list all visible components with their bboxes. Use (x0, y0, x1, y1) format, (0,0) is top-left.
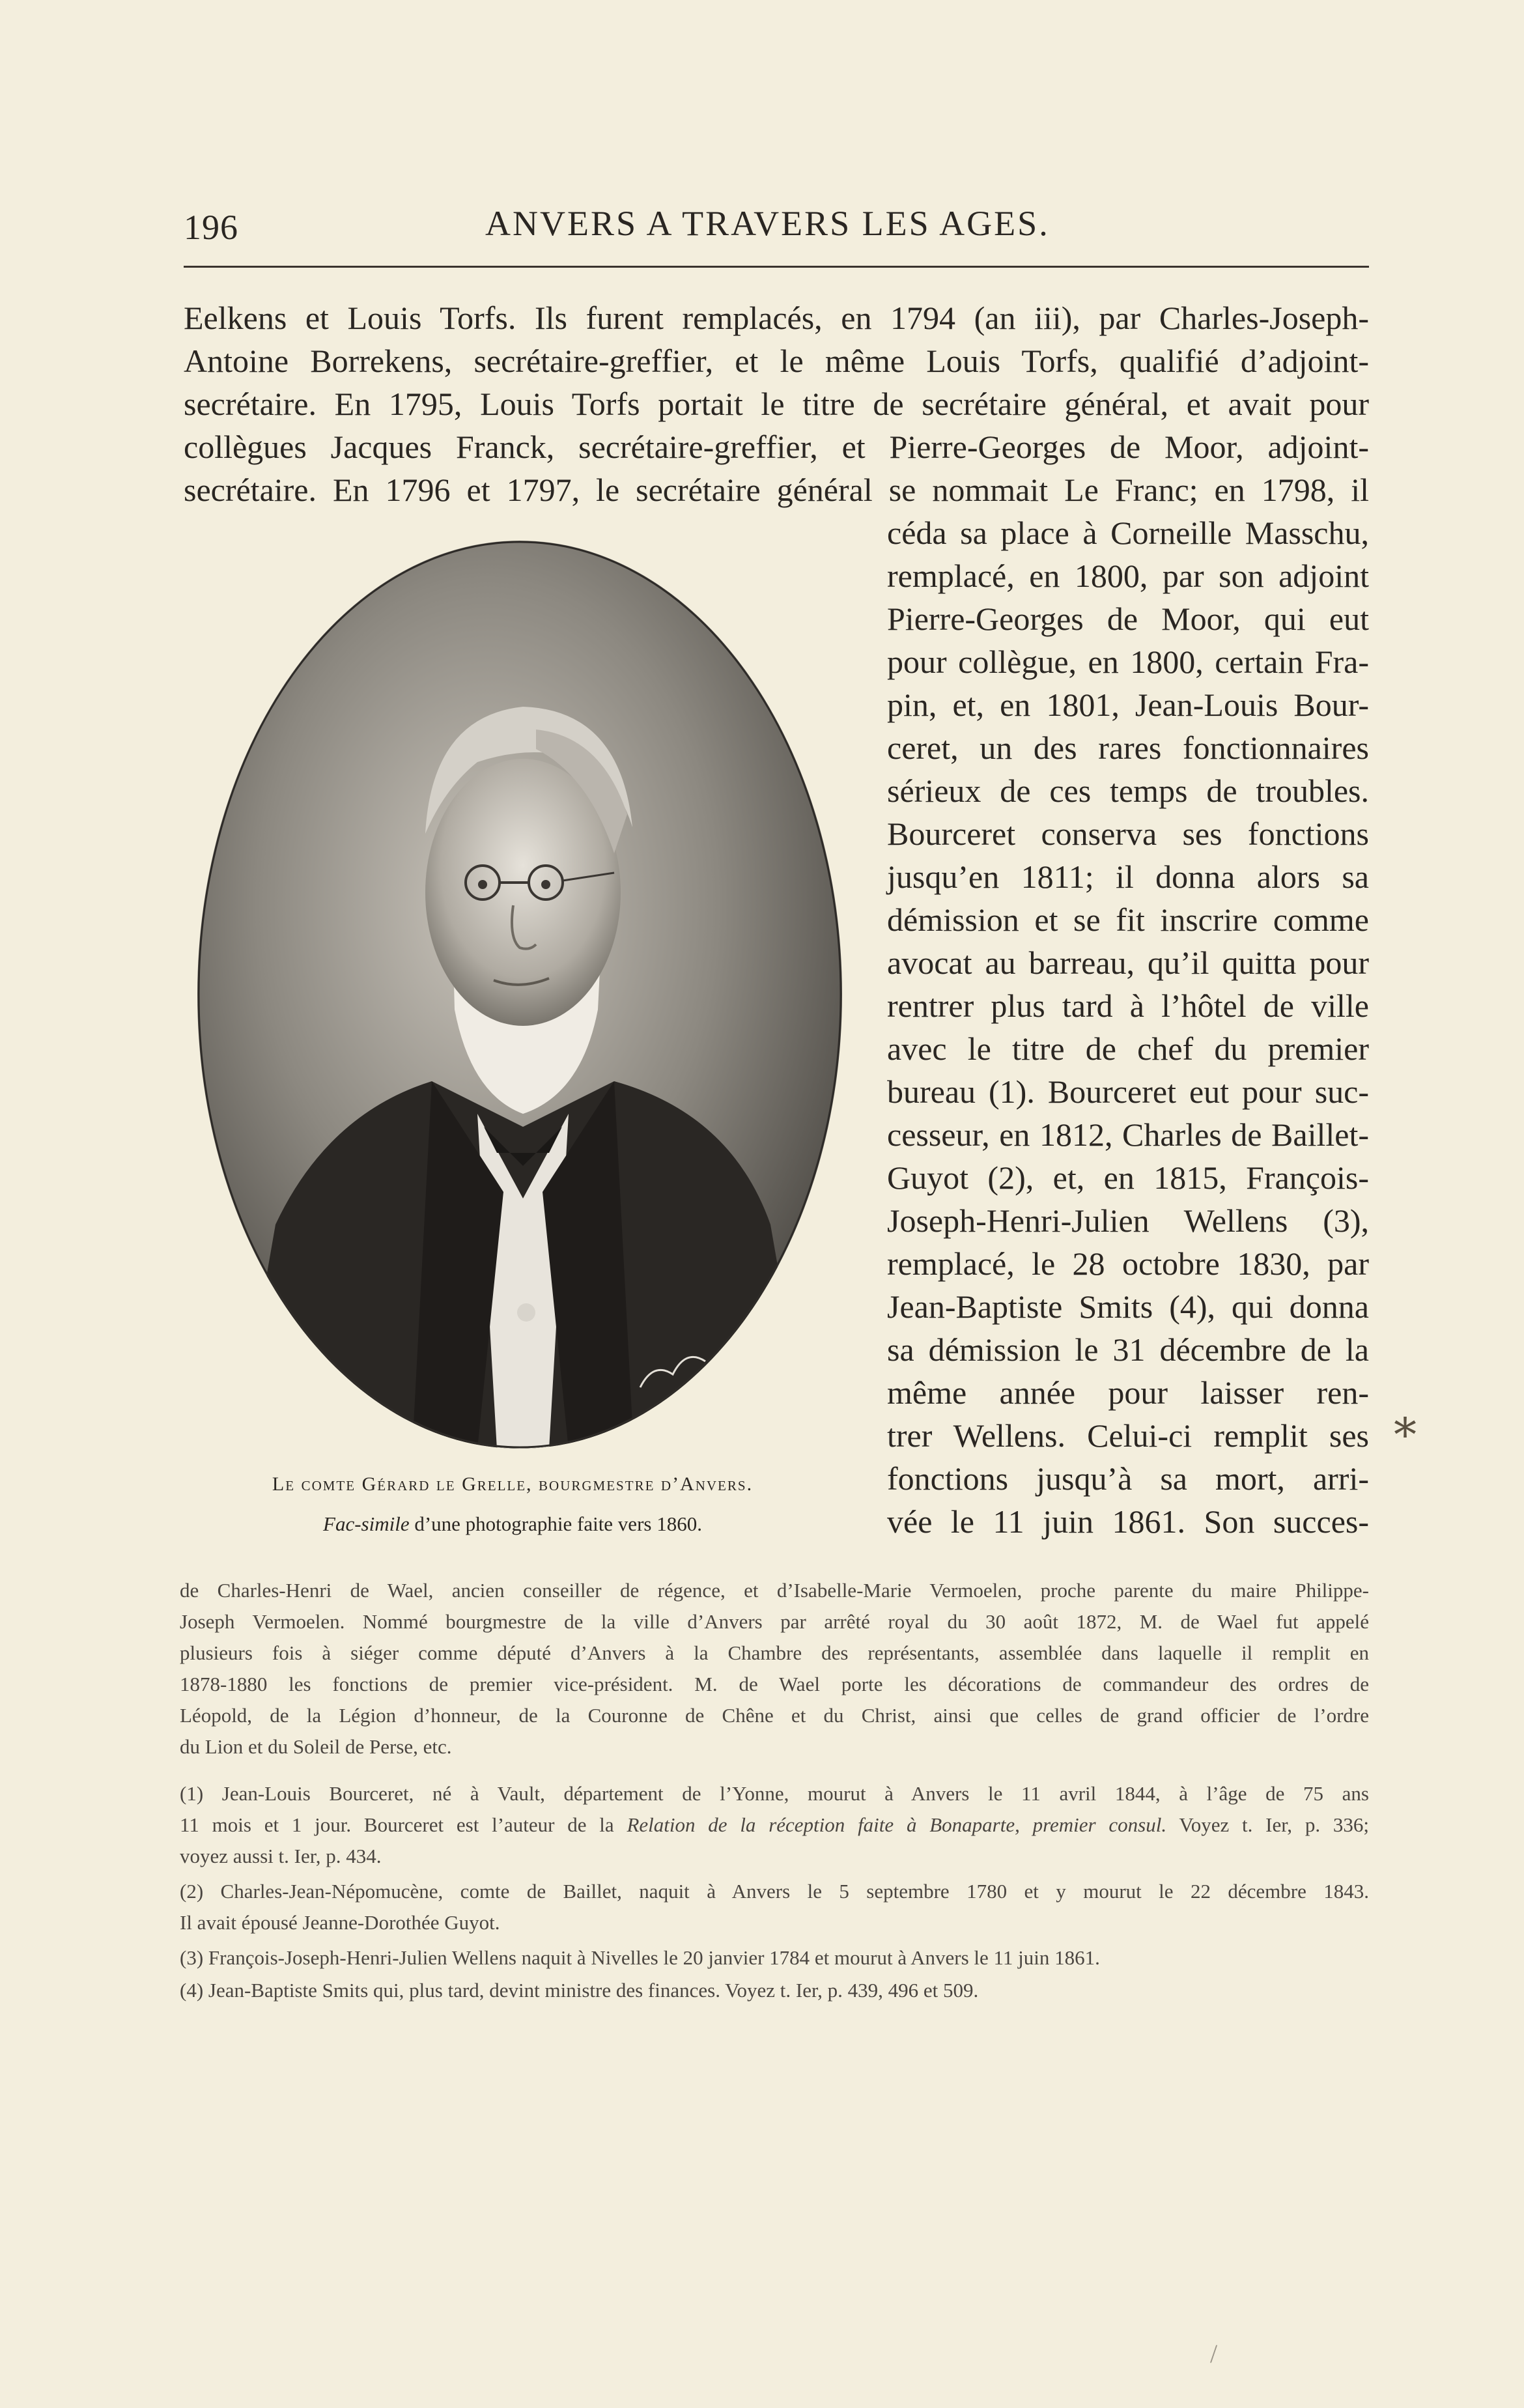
footnote-2 (180, 1876, 1369, 1938)
body-column-line: Guyot (2), et, en 1815, François- (887, 1159, 1369, 1196)
footnote-line: (4) Jean-Baptiste Smits qui, plus tard, devint ministre des finances. Voyez t. Ier, p. 439, 496 et 509. (180, 1979, 979, 2002)
footnote-line: du Lion et du Soleil de Perse, etc. (180, 1735, 452, 1758)
footnote-4 (180, 1975, 1369, 2006)
body-line: Eelkens et Louis Torfs. Ils furent remplacés, en 1794 (an iii), par Charles-Joseph- (184, 300, 1369, 336)
footnote-line: plusieurs fois à siéger comme député d’Anvers à la Chambre des représentants, assemblée dans laquelle il remplit en (180, 1641, 1369, 1664)
footnote-line: 1878-1880 les fonctions de premier vice-président. M. de Wael porte les décorations de commandeur des ordres de (180, 1673, 1369, 1695)
body-column-line: trer Wellens. Celui-ci remplit ses (887, 1417, 1369, 1454)
portrait-photograph (197, 541, 842, 1449)
body-column-line: pin, et, en 1801, Jean-Louis Bour- (887, 687, 1369, 723)
body-column-line: Joseph-Henri-Julien Wellens (3), (887, 1202, 1369, 1239)
body-line: secrétaire. En 1795, Louis Torfs portait le titre de secrétaire général, et avait pour (184, 386, 1369, 422)
body-column-line: remplacé, en 1800, par son adjoint (887, 558, 1369, 594)
body-column-line: sérieux de ces temps de troubles. (887, 772, 1369, 809)
body-column-line: ceret, un des rares fonctionnaires (887, 729, 1369, 766)
body-column-line: Bourceret conserva ses fonctions (887, 815, 1369, 852)
footnote-italic-title: Relation de la réception faite à Bonaparte, premier consul. (627, 1813, 1167, 1836)
body-column-line: fonctions jusqu’à sa mort, arri- (887, 1460, 1369, 1497)
footnote-3 (180, 1942, 1369, 1974)
body-column-line: cesseur, en 1812, Charles de Baillet- (887, 1116, 1369, 1153)
body-column-line: jusqu’en 1811; il donna alors sa (887, 858, 1369, 895)
footnote-continued (180, 1575, 1369, 1763)
margin-mark: ⁎ (1394, 1396, 1417, 1447)
body-column-line: vée le 11 juin 1861. Son succes- (887, 1503, 1369, 1540)
body-line: Antoine Borrekens, secrétaire-greffier, et le même Louis Torfs, qualifié d’adjoint- (184, 343, 1369, 379)
footnote-1 (180, 1778, 1369, 1872)
margin-mark: / (1210, 2339, 1218, 2368)
footnote-line: (3) François-Joseph-Henri-Julien Wellens naquit à Nivelles le 20 janvier 1784 et mourut à Anvers le 11 juin 1861. (180, 1946, 1100, 1969)
body-column-line: Pierre-Georges de Moor, qui eut (887, 601, 1369, 637)
page-number: 196 (184, 208, 238, 247)
body-column-line: avec le titre de chef du premier (887, 1030, 1369, 1067)
body-column-line: Jean-Baptiste Smits (4), qui donna (887, 1288, 1369, 1325)
body-column-line: démission et se fit inscrire comme (887, 901, 1369, 938)
header-rule (184, 266, 1369, 268)
footnote-line: voyez aussi t. Ier, p. 434. (180, 1845, 382, 1867)
footnote-line: de Charles-Henri de Wael, ancien conseiller de régence, et d’Isabelle-Marie Vermoelen, proche parente du maire Philippe- (180, 1579, 1369, 1602)
caption-rest: d’une photographie faite vers 1860. (409, 1512, 702, 1535)
running-title: ANVERS A TRAVERS LES AGES. (485, 204, 1050, 243)
figure-caption-title: Le comte Gérard le Grelle, bourgmestre d’Anvers. (272, 1473, 754, 1495)
body-line: secrétaire. En 1796 et 1797, le secrétaire général se nommait Le Franc; en 1798, il (184, 472, 1369, 508)
footnote-text: 11 mois et 1 jour. Bourceret est l’auteur de la (180, 1813, 627, 1836)
figure-caption-subtitle (184, 1512, 841, 1536)
footnote-text: Voyez t. Ier, p. 336; (1166, 1813, 1369, 1836)
body-column-line: remplacé, le 28 octobre 1830, par (887, 1245, 1369, 1282)
body-column-line: rentrer plus tard à l’hôtel de ville (887, 987, 1369, 1024)
body-column-line: sa démission le 31 décembre de la (887, 1331, 1369, 1368)
footnote-line: Il avait épousé Jeanne-Dorothée Guyot. (180, 1911, 500, 1934)
footnote-line (180, 1809, 1369, 1841)
caption-italic: Fac-simile (323, 1512, 410, 1535)
body-column-line: même année pour laisser ren- (887, 1374, 1369, 1411)
body-column-line: avocat au barreau, qu’il quitta pour (887, 944, 1369, 981)
body-line: collègues Jacques Franck, secrétaire-greffier, et Pierre-Georges de Moor, adjoint- (184, 429, 1369, 465)
footnote-line: Léopold, de la Légion d’honneur, de la Couronne de Chêne et du Christ, ainsi que celles de grand officier de l’ordre (180, 1704, 1369, 1727)
footnote-line: Joseph Vermoelen. Nommé bourgmestre de la ville d’Anvers par arrêté royal du 30 août 1872, M. de Wael fut appelé (180, 1610, 1369, 1633)
body-column-line: céda sa place à Corneille Masschu, (887, 515, 1369, 551)
body-column-line: pour collègue, en 1800, certain Fra- (887, 644, 1369, 680)
footnote-line: (2) Charles-Jean-Népomucène, comte de Baillet, naquit à Anvers le 5 septembre 1780 et y mourut le 22 décembre 1843. (180, 1880, 1369, 1903)
footnote-line: (1) Jean-Louis Bourceret, né à Vault, département de l’Yonne, mourut à Anvers le 11 avril 1844, à l’âge de 75 ans (180, 1782, 1369, 1805)
body-column-line: bureau (1). Bourceret eut pour suc- (887, 1073, 1369, 1110)
